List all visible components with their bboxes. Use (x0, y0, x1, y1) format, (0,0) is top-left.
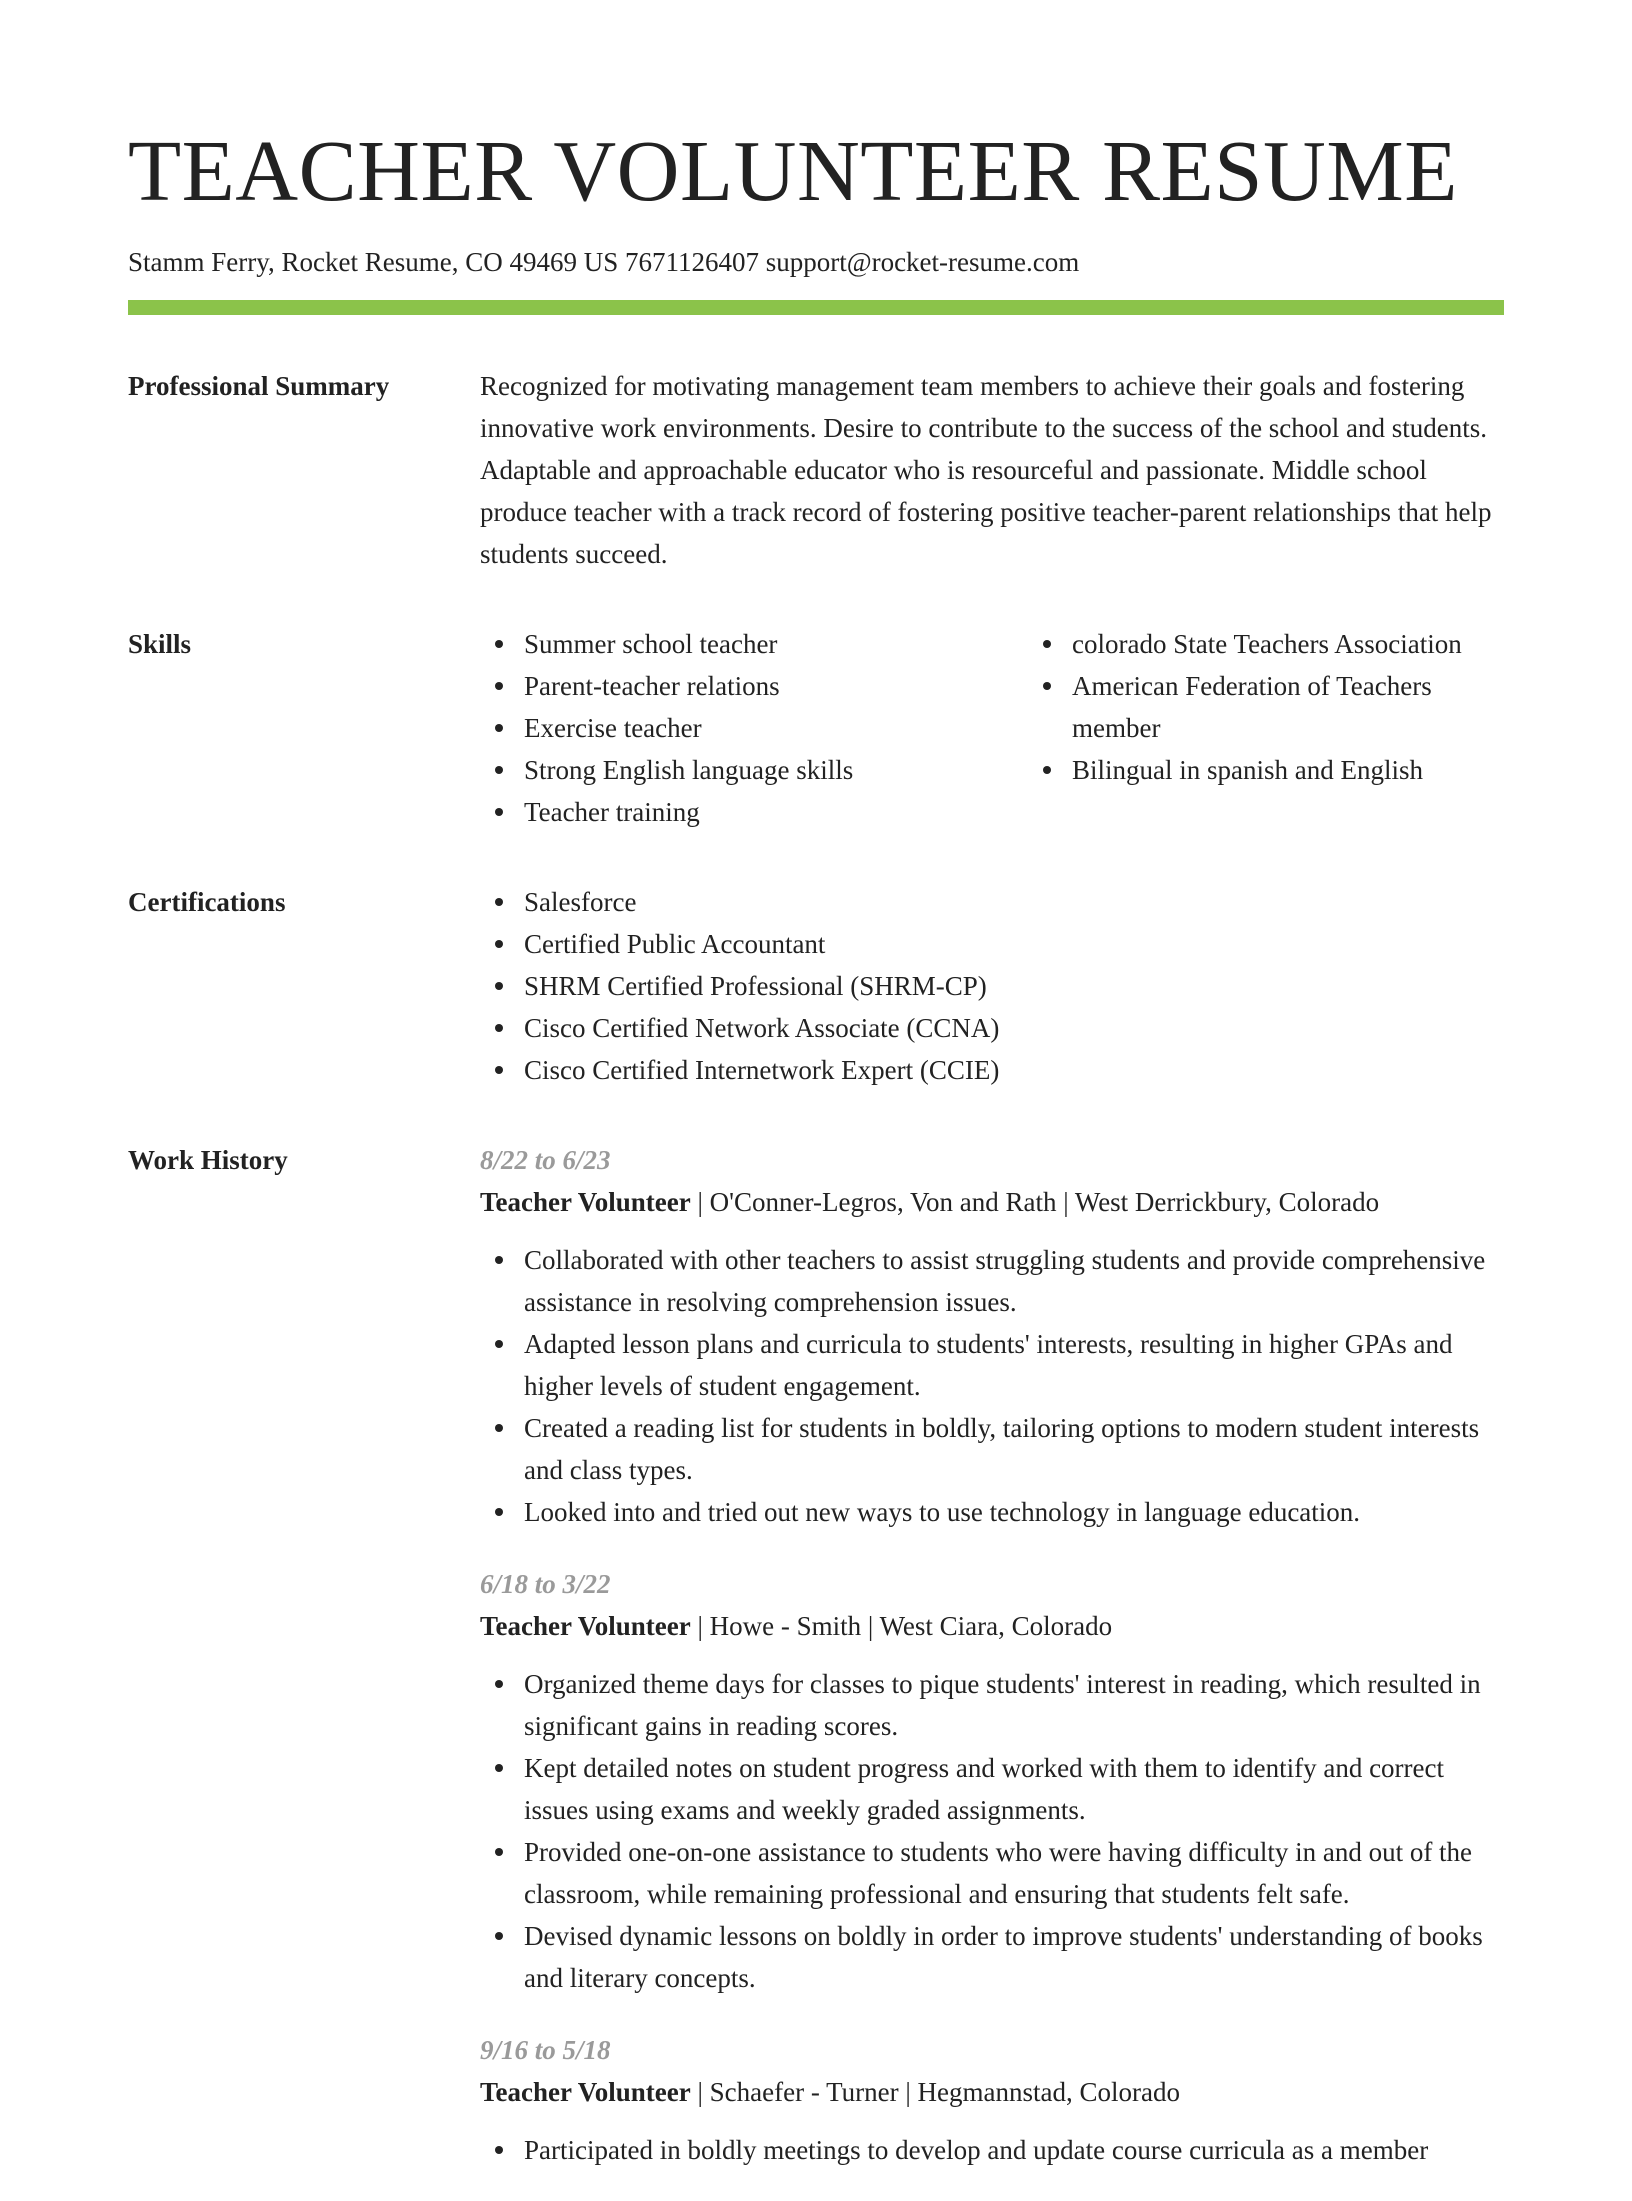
skill-item: colorado State Teachers Association (1072, 623, 1504, 665)
contact-line: Stamm Ferry, Rocket Resume, CO 49469 US 7671126407 support@rocket-resume.com (128, 247, 1080, 277)
certification-item: Cisco Certified Internetwork Expert (CCIE) (524, 1049, 1504, 1091)
job-entry (480, 1563, 1504, 1999)
skill-item: Bilingual in spanish and English (1072, 749, 1504, 791)
certification-item: SHRM Certified Professional (SHRM-CP) (524, 965, 1504, 1007)
job-details: | Schaefer - Turner | Hegmannstad, Colorado (690, 2077, 1180, 2107)
section-body (480, 1139, 1504, 2201)
job-heading (480, 1181, 1504, 1223)
job-bullets (480, 2129, 1504, 2171)
work-history-section (128, 1139, 1504, 2201)
job-bullets (480, 1663, 1504, 1999)
job-bullet: Participated in boldly meetings to develop and update course curricula as a member (524, 2129, 1504, 2171)
skill-item: Exercise teacher (524, 707, 1028, 749)
job-details: | Howe - Smith | West Ciara, Colorado (690, 1611, 1113, 1641)
resume-title: TEACHER VOLUNTEER RESUME (128, 122, 1458, 219)
skill-item: American Federation of Teachers member (1072, 665, 1504, 749)
section-body (480, 365, 1504, 575)
professional-summary-section (128, 365, 1504, 575)
section-body (480, 623, 1504, 833)
skills-list-right (1028, 623, 1504, 833)
section-label: Work History (128, 1145, 288, 1175)
certification-item: Cisco Certified Network Associate (CCNA) (524, 1007, 1504, 1049)
summary-text: Recognized for motivating management team members to achieve their goals and fostering innovative work environments. Desire to contribute to the success of the school and students. Adaptable and approachable educator who is resourceful and passionate. Middle school produce teacher with a track record of fostering positive teacher-parent relationships that help students succeed. (480, 371, 1492, 569)
job-bullets (480, 1239, 1504, 1533)
job-dates: 6/18 to 3/22 (480, 1569, 611, 1599)
job-title: Teacher Volunteer (480, 2077, 691, 2107)
skill-item: Parent-teacher relations (524, 665, 1028, 707)
section-body (480, 881, 1504, 1091)
job-dates: 9/16 to 5/18 (480, 2035, 611, 2065)
job-entry (480, 1139, 1504, 1533)
job-bullet: Provided one-on-one assistance to students who were having difficulty in and out of the classroom, while remaining professional and ensuring that students felt safe. (524, 1831, 1504, 1915)
job-heading (480, 2071, 1504, 2113)
certification-item: Certified Public Accountant (524, 923, 1504, 965)
job-bullet: Devised dynamic lessons on boldly in order to improve students' understanding of books and literary concepts. (524, 1915, 1504, 1999)
section-label: Professional Summary (128, 371, 390, 401)
job-bullet: Collaborated with other teachers to assist struggling students and provide comprehensive assistance in resolving comprehension issues. (524, 1239, 1504, 1323)
job-details: | O'Conner-Legros, Von and Rath | West Derrickbury, Colorado (690, 1187, 1380, 1217)
certification-item: Salesforce (524, 881, 1504, 923)
section-label: Certifications (128, 887, 286, 917)
job-dates: 8/22 to 6/23 (480, 1145, 611, 1175)
job-heading (480, 1605, 1504, 1647)
job-bullet: Looked into and tried out new ways to use technology in language education. (524, 1491, 1504, 1533)
job-bullet: Adapted lesson plans and curricula to students' interests, resulting in higher GPAs and higher levels of student engagement. (524, 1323, 1504, 1407)
job-title: Teacher Volunteer (480, 1611, 691, 1641)
skill-item: Teacher training (524, 791, 1028, 833)
job-bullet: Kept detailed notes on student progress and worked with them to identify and correct issues using exams and weekly graded assignments. (524, 1747, 1504, 1831)
job-entry (480, 2029, 1504, 2171)
job-title: Teacher Volunteer (480, 1187, 691, 1217)
certifications-list (480, 881, 1504, 1091)
job-bullet: Created a reading list for students in boldly, tailoring options to modern student interests and class types. (524, 1407, 1504, 1491)
skill-item: Summer school teacher (524, 623, 1028, 665)
section-label: Skills (128, 629, 192, 659)
skills-columns (480, 623, 1504, 833)
skills-list-left (480, 623, 1028, 833)
accent-divider (128, 300, 1504, 315)
job-bullet: Organized theme days for classes to pique students' interest in reading, which resulted in significant gains in reading scores. (524, 1663, 1504, 1747)
certifications-section (128, 881, 1504, 1091)
skill-item: Strong English language skills (524, 749, 1028, 791)
skills-section (128, 623, 1504, 833)
